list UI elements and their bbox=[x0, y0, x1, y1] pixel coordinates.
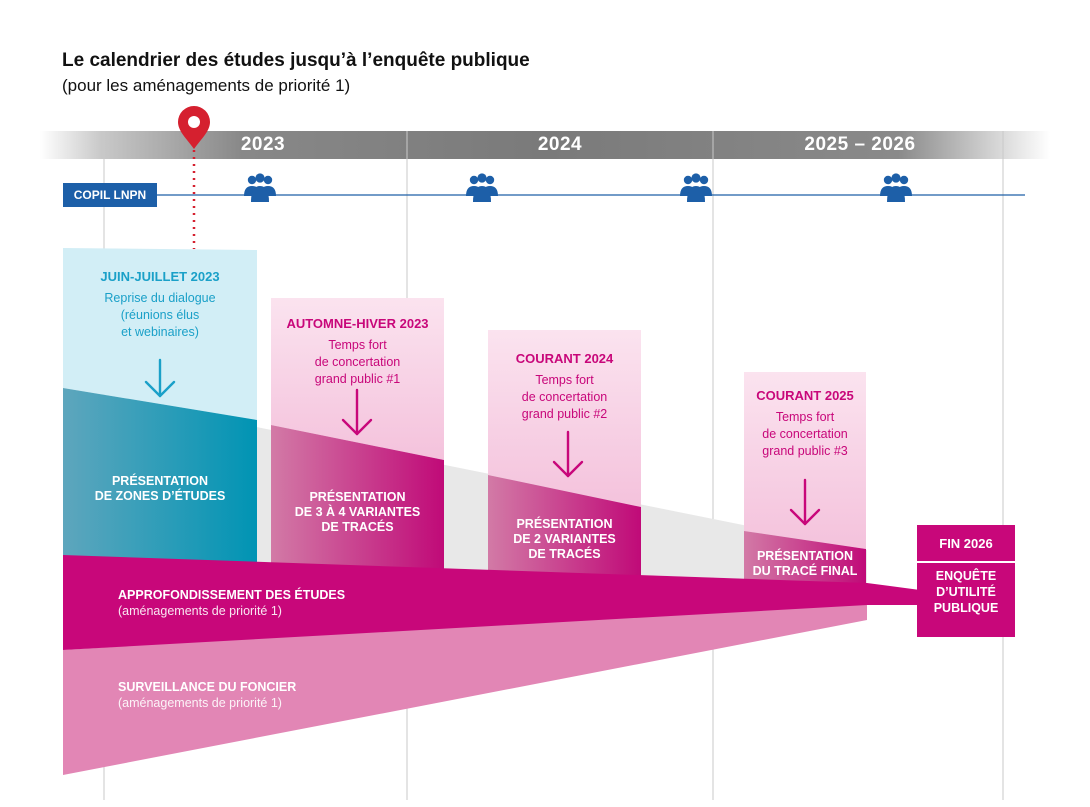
phase3-result-line: PRÉSENTATION bbox=[516, 517, 613, 531]
page-subtitle: (pour les aménagements de priorité 1) bbox=[62, 76, 351, 95]
phase3-line: grand public #2 bbox=[521, 407, 608, 421]
final-line: ENQUÊTE bbox=[935, 569, 997, 583]
page-title: Le calendrier des études jusqu’à l’enquête publique bbox=[62, 50, 530, 71]
phase4-result bbox=[744, 549, 866, 579]
phase1-line: et webinaires) bbox=[121, 325, 199, 339]
phase3-result-line: DE TRACÉS bbox=[528, 547, 601, 561]
phase3-result bbox=[488, 517, 641, 562]
year-2024: 2024 bbox=[537, 134, 583, 155]
phase4-result-line: PRÉSENTATION bbox=[756, 549, 854, 563]
phase1-label bbox=[63, 268, 257, 341]
year-2023: 2023 bbox=[240, 134, 286, 155]
phase3-label bbox=[488, 350, 641, 423]
phase2-line: de concertation bbox=[314, 355, 401, 369]
phase1-line: Reprise du dialogue bbox=[104, 291, 216, 305]
phase1-result bbox=[63, 474, 257, 504]
year-2025-2026: 2025 – 2026 bbox=[804, 134, 916, 155]
studies-band-sub: (aménagements de priorité 1) bbox=[118, 604, 282, 618]
people-group-icon bbox=[466, 173, 498, 202]
phase3-line: Temps fort bbox=[535, 373, 594, 387]
final-heading: FIN 2026 bbox=[939, 536, 993, 551]
phase3-result-line: DE 2 VARIANTES bbox=[513, 532, 616, 546]
phase2-result-line: DE 3 À 4 VARIANTES bbox=[294, 505, 421, 519]
phase2-line: grand public #1 bbox=[314, 372, 401, 386]
phase4-label bbox=[744, 387, 866, 460]
phase2-result bbox=[271, 490, 444, 535]
phase2-result-line: PRÉSENTATION bbox=[309, 490, 406, 504]
studies-band-title: APPROFONDISSEMENT DES ÉTUDES bbox=[118, 588, 346, 602]
final-body bbox=[917, 568, 1015, 616]
studies-band-label bbox=[118, 587, 345, 619]
phase4-heading: COURANT 2025 bbox=[756, 388, 854, 403]
phase2-heading: AUTOMNE-HIVER 2023 bbox=[286, 316, 429, 331]
land-band-sub: (aménagements de priorité 1) bbox=[118, 696, 282, 710]
phase4-line: de concertation bbox=[762, 427, 848, 441]
phase4-line: grand public #3 bbox=[762, 444, 848, 458]
phase1-heading: JUIN-JUILLET 2023 bbox=[100, 269, 220, 284]
phase2-result-line: DE TRACÉS bbox=[321, 520, 394, 534]
people-group-icon bbox=[880, 173, 912, 202]
land-band-label bbox=[118, 679, 296, 711]
final-line: PUBLIQUE bbox=[933, 601, 999, 615]
phase4-result-line: DU TRACÉ FINAL bbox=[752, 564, 858, 578]
phase3-heading: COURANT 2024 bbox=[515, 351, 614, 366]
phase1-line: (réunions élus bbox=[120, 308, 200, 322]
final-line: D’UTILITÉ bbox=[936, 585, 996, 599]
copil-badge: COPIL LNPN bbox=[63, 183, 157, 207]
phase3-line: de concertation bbox=[521, 390, 608, 404]
phase2-label bbox=[271, 315, 444, 388]
people-group-icon bbox=[680, 173, 712, 202]
phase1-result-line: PRÉSENTATION bbox=[111, 474, 209, 488]
phase4-line: Temps fort bbox=[775, 410, 835, 424]
people-group-icon bbox=[244, 173, 276, 202]
phase2-line: Temps fort bbox=[328, 338, 387, 352]
phase1-result-line: DE ZONES D’ÉTUDES bbox=[94, 489, 226, 503]
land-band-title: SURVEILLANCE DU FONCIER bbox=[118, 680, 297, 694]
